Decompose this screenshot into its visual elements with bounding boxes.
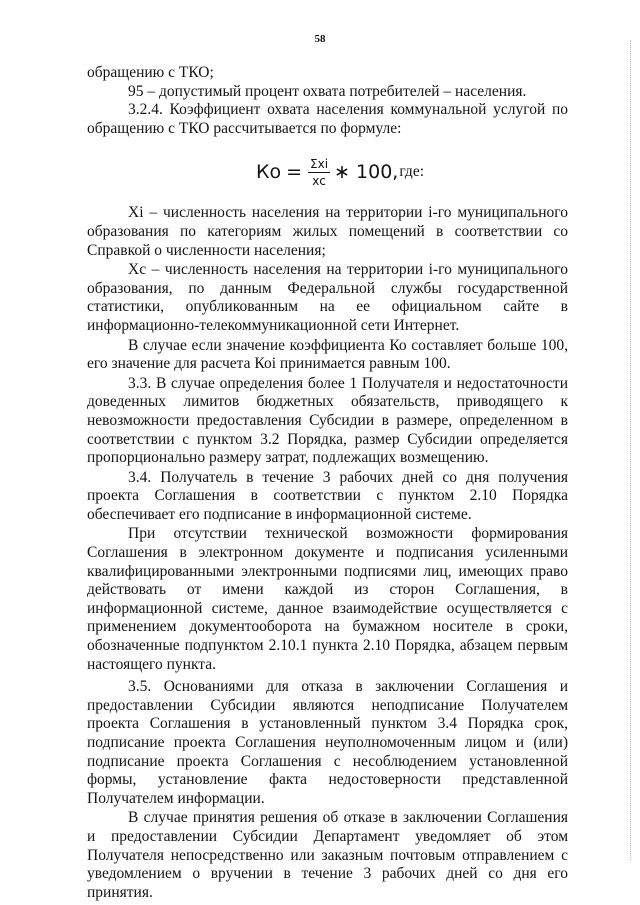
scan-edge-line <box>630 40 631 860</box>
paragraph-xc-definition: Xc – численность населения на территории i-го муниципального образования, по данным Федеральной службы государственной статистики, опубликованным на ее официальном сайте в информационно-телекоммуникационной сети Интернет. <box>87 261 568 334</box>
paragraph-no-technical-possibility: При отсутствии технической возможности формирования Соглашения в электронном документе и подписания усиленными квалифицированными электронными подписями лиц, имеющих право действовать от имени каждой из сторон Соглашения, в информационной системе, данное взаимодействие осуществляется с применением документооборота на бумажном носителе в сроки, обозначенные подпунктом 2.10.1 пункта 2.10 Порядка, абзацем первым настоящего пункта. <box>87 525 568 673</box>
paragraph-3-2-4: 3.2.4. Коэффициент охвата населения коммунальной услугой по обращению с ТКО рассчитывается по формуле: <box>87 101 568 137</box>
paragraph-3-5: 3.5. Основаниями для отказа в заключении Соглашения и предоставлении Субсидии являются неподписание Получателем проекта Соглашения в установленный пунктом 3.4 Порядка срок, подписание проекта Соглашения неуполномоченным лицом и (или) подписание проекта Соглашения с несоблюдением установленной формы, установление факта недостоверности представленной Получателем информации. <box>87 678 568 807</box>
paragraph-95-percent: 95 – допустимый процент охвата потребителей – населения. <box>128 82 527 100</box>
page-number: 58 <box>314 33 326 45</box>
document-body <box>87 64 568 902</box>
formula-where: где: <box>399 163 425 181</box>
formula-equals: = <box>286 161 303 184</box>
formula-lhs: Ко <box>256 161 282 184</box>
paragraph-ko-limit: В случае если значение коэффициента Ко составляет больше 100, его значение для расчета Коi принимается равным 100. <box>87 336 568 373</box>
paragraph-xi-definition: Xi – численность населения на территории i-го муниципального образования по категориям жилых помещений в соответствии со Справкой о численности населения; <box>87 204 568 259</box>
paragraph-continuation: обращению с ТКО; <box>87 64 214 81</box>
paragraph-3-4: 3.4. Получатель в течение 3 рабочих дней со дня получения проекта Соглашения в соответствии с пунктом 2.10 Порядка обеспечивает его подписание в информационной системе. <box>87 468 568 523</box>
formula-fraction <box>308 157 330 188</box>
coverage-formula <box>87 142 568 204</box>
formula-numerator: Σxi <box>310 156 329 171</box>
paragraph-refusal-notice: В случае принятия решения об отказе в заключении Соглашения и предоставлении Субсидии Департамент уведомляет об этом Получателя непосредственно или заказным почтовым отправлением с уведомлением о вручении в течение 3 рабочих дней со дня его принятия. <box>87 809 568 901</box>
formula-multiplier: ∗ 100, <box>334 161 399 184</box>
paragraph-3-3: 3.3. В случае определения более 1 Получателя и недостаточности доведенных лимитов бюджетных обязательств, приводящего к невозможности предоставления Субсидии в размере, определенном в соответствии с пунктом 3.2 Порядка, размер Субсидии определяется пропорционально размеру затрат, подлежащих возмещению. <box>87 374 568 467</box>
formula-denominator: xс <box>312 173 326 188</box>
formula-expression <box>256 152 424 192</box>
